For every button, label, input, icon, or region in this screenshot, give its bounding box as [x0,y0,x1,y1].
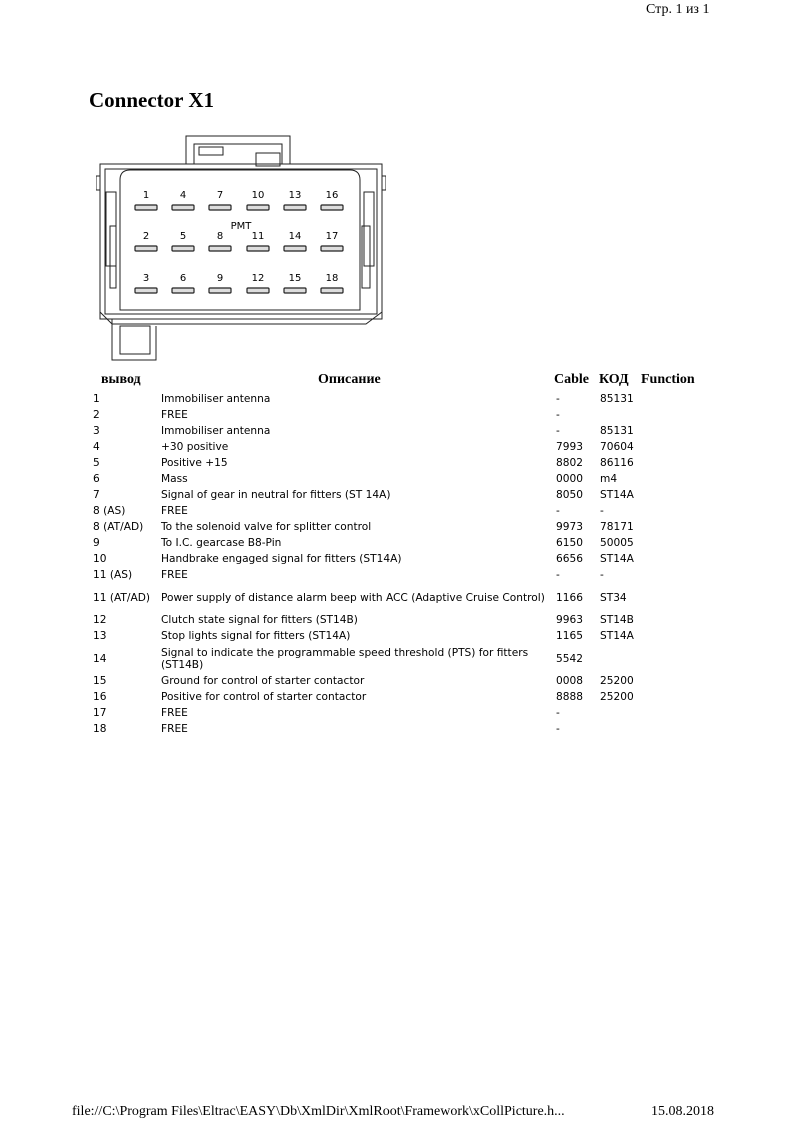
description-cell: Handbrake engaged signal for fitters (ST14A) [161,553,402,565]
pin-cell: 11 (AS) [93,569,133,581]
description-cell: To the solenoid valve for splitter control [161,521,372,533]
code-cell: 85131 [600,425,634,437]
table-row [0,673,794,689]
pin-number-label: 2 [142,231,150,242]
pin-number-label: 15 [288,273,302,284]
pin-cell: 3 [93,425,100,437]
pin-cell: 8 (AT/AD) [93,521,144,533]
table-row [0,628,794,644]
cable-cell: 0008 [556,675,583,687]
pin-number-label: 8 [216,231,224,242]
cable-cell: 5542 [556,652,583,665]
table-row [0,407,794,423]
description-cell: Positive +15 [161,457,228,469]
table-row [0,455,794,471]
description-cell: Signal of gear in neutral for fitters (ST 14A) [161,489,391,501]
pin-cell: 4 [93,441,100,453]
table-row [0,721,794,737]
table-row [0,551,794,567]
code-cell [600,721,660,737]
pin-cell: 16 [93,691,107,703]
footer-date: 15.08.2018 [651,1104,714,1119]
pin-number-label: 5 [179,231,187,242]
cable-cell: - [556,425,560,437]
code-cell: 85131 [600,393,634,405]
description-cell: Ground for control of starter contactor [161,675,365,687]
pin-number-label: 17 [325,231,339,242]
connector-diagram [96,134,386,364]
pin-cell: 12 [93,614,107,626]
cable-cell: 1165 [556,630,583,642]
code-cell: ST14A [600,630,634,642]
pin-slot [172,205,194,210]
code-cell: ST14A [600,489,634,501]
cable-cell: 0000 [556,473,583,485]
pin-number-label: 3 [142,273,150,284]
description-cell: Clutch state signal for fitters (ST14B) [161,614,358,626]
pin-slot [135,288,157,293]
pin-slot [321,246,343,251]
code-cell [600,407,660,423]
cable-cell: 8802 [556,457,583,469]
description-cell: FREE [161,409,188,421]
pin-cell: 13 [93,630,107,642]
table-row [0,519,794,535]
pin-cell: 18 [93,723,107,735]
code-cell [600,705,660,721]
pin-slot [172,246,194,251]
pin-cell: 8 (AS) [93,505,126,517]
column-header-cable: Cable [554,372,589,387]
table-row [0,567,794,583]
pin-cell: 5 [93,457,100,469]
pin-cell: 11 (AT/AD) [93,591,150,604]
pin-cell: 15 [93,675,107,687]
pin-slot [247,288,269,293]
cable-cell: - [556,409,560,421]
pin-slot [209,246,231,251]
pin-number-label: 6 [179,273,187,284]
description-cell: Immobiliser antenna [161,425,271,437]
connector-label: PMT [230,221,252,232]
code-cell: - [600,505,604,517]
pin-slot [172,288,194,293]
cable-cell: 8050 [556,489,583,501]
pin-cell: 1 [93,393,100,405]
description-cell: Immobiliser antenna [161,393,271,405]
description-cell: Mass [161,473,188,485]
pin-slot [135,246,157,251]
pin-number-label: 7 [216,190,224,201]
description-cell: Positive for control of starter contactor [161,691,367,703]
pin-cell: 2 [93,409,100,421]
table-row [0,439,794,455]
table-row [0,612,794,628]
code-cell: 50005 [600,537,634,549]
pin-number-label: 11 [251,231,265,242]
description-cell: Signal to indicate the programmable speed threshold (PTS) for fitters (ST14B) [161,646,529,671]
cable-cell: - [556,505,560,517]
code-cell: 25200 [600,691,634,703]
description-cell: FREE [161,505,188,517]
column-header-description: Описание [318,372,381,387]
cable-cell: - [556,723,560,735]
cable-cell: 6656 [556,553,583,565]
pin-number-label: 16 [325,190,339,201]
pin-cell: 14 [93,652,107,665]
pin-number-label: 14 [288,231,302,242]
pin-cell: 17 [93,707,107,719]
pin-slot [209,205,231,210]
description-cell: +30 positive [161,441,229,453]
code-cell: - [600,569,604,581]
description-cell: Power supply of distance alarm beep with ACC (Adaptive Cruise Control) [161,591,545,604]
pin-cell: 10 [93,553,107,565]
pin-number-label: 1 [142,190,150,201]
code-cell: ST14A [600,553,634,565]
code-cell [600,644,660,673]
pin-number-label: 10 [251,190,265,201]
description-cell: Stop lights signal for fitters (ST14A) [161,630,351,642]
pin-slot [284,205,306,210]
pin-table [0,391,794,737]
cable-cell: 8888 [556,691,583,703]
pin-number-label: 4 [179,190,187,201]
description-cell: FREE [161,707,188,719]
pin-cell: 7 [93,489,100,501]
column-header-code: КОД [599,372,629,387]
table-row [0,689,794,705]
footer-path: file://C:\Program Files\Eltrac\EASY\Db\XmlDir\XmlRoot\Framework\xCollPicture.h... [72,1104,565,1119]
pin-slot [135,205,157,210]
page-number: Стр. 1 из 1 [646,2,710,17]
cable-cell: - [556,707,560,719]
cable-cell: 7993 [556,441,583,453]
pin-slot [247,246,269,251]
code-cell: 25200 [600,675,634,687]
table-row [0,705,794,721]
code-cell: ST14B [600,614,634,626]
description-cell: FREE [161,723,188,735]
code-cell: 70604 [600,441,634,453]
cable-cell: 9963 [556,614,583,626]
cable-cell: 6150 [556,537,583,549]
description-cell: To I.C. gearcase B8-Pin [161,537,282,549]
cable-cell: 9973 [556,521,583,533]
code-cell: ST34 [600,591,627,604]
table-row [0,535,794,551]
pin-number-label: 9 [216,273,224,284]
pin-slot [284,246,306,251]
code-cell: 86116 [600,457,634,469]
code-cell: 78171 [600,521,634,533]
pin-slot [284,288,306,293]
pin-slot [321,288,343,293]
cable-cell: - [556,569,560,581]
pin-cell: 6 [93,473,100,485]
table-row [0,503,794,519]
table-row [0,423,794,439]
cable-cell: 1166 [556,591,583,604]
description-cell: FREE [161,569,188,581]
pin-slot [209,288,231,293]
pin-cell: 9 [93,537,100,549]
code-cell: m4 [600,473,618,485]
pin-slot [321,205,343,210]
table-row [0,583,794,612]
pin-number-label: 12 [251,273,265,284]
table-row [0,471,794,487]
table-row [0,644,794,673]
table-row [0,391,794,407]
pin-slot [247,205,269,210]
page-title: Connector X1 [89,88,215,112]
table-row [0,487,794,503]
pin-number-label: 18 [325,273,339,284]
cable-cell: - [556,393,560,405]
column-header-function: Function [641,372,695,387]
column-header-pin: вывод [101,372,141,387]
pin-number-label: 13 [288,190,302,201]
